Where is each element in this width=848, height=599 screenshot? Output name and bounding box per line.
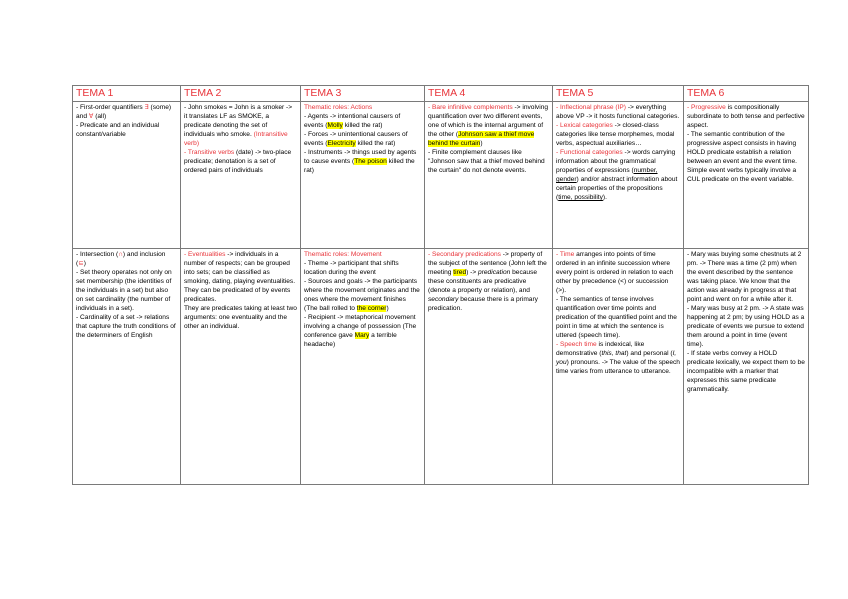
text-run: - Functional categories	[556, 149, 623, 156]
text-run: is compositionally subordinate to both tense and perfective aspect.	[687, 104, 805, 129]
text-run: ∃	[144, 104, 149, 111]
tema-6-cell	[684, 102, 809, 249]
cell-paragraph	[428, 148, 549, 175]
tema-2-cell	[181, 102, 301, 249]
tema-1-cell	[73, 249, 181, 485]
text-run: - The semantic contribution of the progressive aspect consists in having HOLD predicate establish a relation between an event and the event time. Simple event verbs typically involve a CUL predicate on the event variable.	[687, 131, 797, 183]
text-run: - Time	[556, 251, 575, 258]
tema-6-cell	[684, 249, 809, 485]
text-run: - Theme -> participant that shifts location during the event	[304, 260, 399, 276]
text-run: because these constituents are predicative (denote a property or relation), and	[428, 269, 538, 294]
text-run: because there is a primary predication.	[428, 296, 538, 312]
text-run: ) ->	[466, 269, 479, 276]
text-run: -> everything above VP -> it hosts functional categories.	[556, 104, 680, 120]
text-run: - Eventualities	[184, 251, 226, 258]
tema-1-cell	[73, 102, 181, 249]
text-run: Mary	[354, 332, 370, 339]
cell-paragraph	[304, 277, 421, 313]
text-run: time, possibility	[558, 194, 603, 201]
text-run: - Forces -> unintentional causers of events (	[304, 131, 408, 147]
tema-4-cell	[425, 102, 553, 249]
tema-3-cell	[301, 249, 425, 485]
cell-paragraph	[428, 103, 549, 148]
text-run: - If state verbs convey a HOLD predicate lexically, we expect them to be incompatible with a marker that expresses this same predicate grammatically.	[687, 350, 805, 393]
column-header-tema-4: TEMA 4	[425, 86, 553, 102]
cell-paragraph	[687, 304, 805, 349]
header-row	[73, 86, 809, 102]
text-run: ) and inclusion (	[76, 251, 166, 267]
text-run: ∩	[118, 251, 123, 258]
text-run: arranges into points of time ordered in an infinite succession where every point is ordered in relation to each other by precedence (<) or succession (>).	[556, 251, 674, 294]
text-run: - First-order quantifiers	[76, 104, 145, 111]
tema-5-cell	[553, 102, 684, 249]
text-run: predication	[478, 269, 511, 276]
table-row	[73, 249, 809, 485]
cell-paragraph	[556, 148, 680, 202]
text-run: - Cardinality of a set -> relations that capture the truth conditions of the determiners of English	[76, 314, 176, 339]
text-run: - Agents -> intentional causers of events (	[304, 113, 401, 129]
text-run: - Sources and goals -> the participants where the movement originates and the ones where the movement finishes (The ball rolled to	[304, 278, 420, 312]
cell-paragraph	[556, 103, 680, 121]
tema-4-cell	[425, 249, 553, 485]
text-run: - Instruments -> things used by agents to cause events (	[304, 149, 417, 165]
text-run: ⊆	[78, 260, 84, 267]
text-run: - Transitive verbs	[184, 149, 235, 156]
text-run: Thematic roles: Movement	[304, 251, 382, 258]
text-run: ) and/or abstract information about certain properties of the propositions (	[556, 176, 678, 201]
cell-paragraph	[687, 250, 805, 304]
text-run: - Lexical categories	[556, 122, 613, 129]
cell-paragraph	[304, 103, 421, 112]
text-run: (all)	[93, 113, 107, 120]
tema-5-cell	[553, 249, 684, 485]
text-run: is indexical, like demonstrative (	[556, 341, 645, 357]
text-run: a terrible headache)	[304, 332, 397, 348]
text-run: number, gender	[556, 167, 658, 183]
text-run: - Progressive	[687, 104, 726, 111]
cell-paragraph	[304, 148, 421, 175]
cell-paragraph	[304, 313, 421, 349]
text-run: (some) and	[76, 104, 172, 120]
text-run: - John smokes = John is a smoker -> it translates LF as SMOKE, a predicate denoting the set of individuals who smoke.	[184, 104, 293, 138]
text-run: this, that	[601, 350, 627, 357]
cell-paragraph	[184, 304, 297, 331]
cell-paragraph	[304, 130, 421, 148]
text-run: - Inflectional phrase (IP)	[556, 104, 626, 111]
text-run: killed the rat)	[355, 140, 396, 147]
text-run: -> closed-class categories like tense morphemes, modal verbs, aspectual auxiliaries…	[556, 122, 675, 147]
text-run: -> words carrying information about the grammatical properties of expressions (	[556, 149, 676, 174]
cell-paragraph	[76, 103, 177, 121]
text-run: tired	[453, 269, 467, 276]
tema-3-cell	[301, 102, 425, 249]
text-run: - Recipient -> metaphorical movement involving a change of possession (The conference gave	[304, 314, 417, 339]
text-run: They are predicates taking at least two arguments: one eventuality and the other an individual.	[184, 305, 297, 330]
cell-paragraph	[687, 130, 805, 184]
text-run: killed the rat)	[304, 158, 415, 174]
text-run: secondary	[428, 296, 459, 303]
cell-paragraph	[76, 121, 177, 139]
text-run: ) and personal (	[626, 350, 673, 357]
column-header-tema-5: TEMA 5	[553, 86, 684, 102]
cell-paragraph	[184, 148, 297, 175]
cell-paragraph	[304, 112, 421, 130]
cell-paragraph	[304, 250, 421, 259]
text-run: the corner	[356, 305, 387, 312]
text-run: Electricity	[327, 140, 356, 147]
text-run: Thematic roles: Actions	[304, 104, 373, 111]
text-run: killed the rat)	[342, 122, 383, 129]
cell-paragraph	[556, 295, 680, 340]
cell-paragraph	[304, 259, 421, 277]
text-run: Johnson saw a thief move behind the curtain	[428, 131, 535, 147]
text-run: - Intersection (	[76, 251, 119, 258]
cell-paragraph	[687, 103, 805, 130]
text-run: - Set theory operates not only on set membership (the identities of the individuals in a set) but also on set cardinality (the number of individuals in a set).	[76, 269, 172, 312]
topics-table	[72, 85, 809, 485]
text-run: )	[480, 140, 483, 147]
column-header-tema-3: TEMA 3	[301, 86, 425, 102]
cell-paragraph	[76, 313, 177, 340]
text-run: - Secondary predications	[428, 251, 501, 258]
text-run: - Speech time	[556, 341, 597, 348]
text-run: -> individuals in a number of respects; can be grouped into sets; can be classified as smoking, dating, playing eventualities. They can be predicated of by events predicates.	[184, 251, 296, 303]
text-run: - Mary was buying some chestnuts at 2 pm. -> There was a time (2 pm) when the event described by the sentence was taking place. We know that the action was already in progress at that point and went on for a while after it.	[687, 251, 802, 303]
cell-paragraph	[556, 250, 680, 295]
cell-paragraph	[76, 268, 177, 313]
text-run: I, you	[556, 350, 677, 366]
cell-paragraph	[428, 250, 549, 313]
text-run: - Bare infinitive complements	[428, 104, 513, 111]
text-run: - Mary was busy at 2 pm. -> A state was happening at 2 pm; by using HOLD as a predicate of events we pursue to extend them around a point in time (event time).	[687, 305, 805, 348]
text-run: ).	[602, 194, 607, 201]
text-run: )	[83, 260, 86, 267]
text-run: - Predicate and an individual constant/variable	[76, 122, 160, 138]
column-header-tema-2: TEMA 2	[181, 86, 301, 102]
cell-paragraph	[556, 340, 680, 376]
table-row	[73, 102, 809, 249]
cell-paragraph	[687, 349, 805, 394]
column-header-tema-1: TEMA 1	[73, 86, 181, 102]
text-run: - The semantics of tense involves quantification over time points and predication of the quantified point and the point in time at which the sentence is uttered (speech time).	[556, 296, 677, 339]
text-run: (date) -> two-place predicate; denotation is a set of ordered pairs of individuals	[184, 149, 292, 174]
text-run: The poison	[354, 158, 387, 165]
text-run: Molly	[327, 122, 343, 129]
cell-paragraph	[184, 250, 297, 304]
text-run: (Intransitive verb)	[184, 131, 288, 147]
text-run: -> involving quantification over two different events, one of which is the internal argument of the other (	[428, 104, 549, 138]
cell-paragraph	[76, 250, 177, 268]
column-header-tema-6: TEMA 6	[684, 86, 809, 102]
text-run: -> property of the subject of the sentence (John left the meeting	[428, 251, 547, 276]
text-run: ) pronouns. -> The value of the speech time varies from utterance to utterance.	[556, 359, 680, 375]
text-run: ∀	[88, 113, 94, 120]
text-run: )	[386, 305, 389, 312]
tema-2-cell	[181, 249, 301, 485]
cell-paragraph	[184, 103, 297, 148]
cell-paragraph	[556, 121, 680, 148]
text-run: - Finite complement clauses like "Johnson saw that a thief moved behind the curtain" do not denote events.	[428, 149, 545, 174]
